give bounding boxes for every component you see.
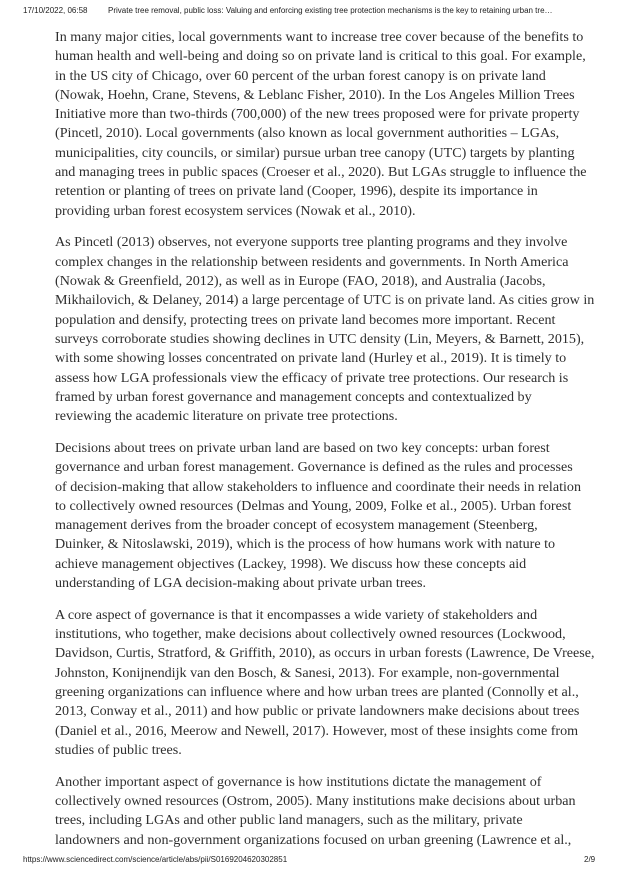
- paragraph-3: [55, 439, 581, 593]
- text-line: landowners and non-government organizations focused on urban greening (Lawrence et al.,: [55, 831, 572, 848]
- text-line: management derives from the broader concept of ecosystem management (Steenberg,: [55, 517, 538, 534]
- text-line: understanding of LGA decision-making about private urban trees.: [55, 575, 427, 592]
- text-line: greening organizations can influence where and how urban trees are planted (Connolly et al.,: [55, 684, 579, 700]
- text-line: municipalities, city councils, or similar) pursue urban tree canopy (UTC) targets by planting: [55, 144, 575, 161]
- print-header: [0, 6, 622, 20]
- text-line: to collectively owned resources (Delmas and Young, 2009, Folke et al., 2005). Urban forest: [55, 497, 572, 514]
- text-line: human health and well-being and doing so on private land is critical to this goal. For example,: [55, 48, 586, 65]
- text-line: Mikhailovich, & Delaney, 2014) a large percentage of UTC is on private land. As cities grow in: [55, 292, 595, 309]
- paragraph-2: [55, 233, 595, 426]
- print-footer: [0, 855, 622, 869]
- text-line: of decision-making that allow stakeholders to influence and coordinate their needs in relation: [55, 478, 581, 495]
- text-line: Decisions about trees on private urban land are based on two key concepts: urban forest: [55, 439, 550, 456]
- text-line: governance and urban forest management. Governance is defined as the rules and processes: [55, 459, 573, 476]
- text-line: achieve management objectives (Lackey, 1998). We discuss how these concepts aid: [55, 555, 527, 572]
- text-line: In many major cities, local governments want to increase tree cover because of the benefits to: [55, 29, 584, 45]
- text-line: Davidson, Curtis, Stratford, & Griffith, 2010), as occurs in urban forests (Lawrence, De Vreese,: [55, 645, 595, 662]
- text-line: surveys corroborate studies showing declines in UTC density (Lin, Meyers, & Barnett, 2015),: [55, 330, 585, 347]
- text-line: reviewing the academic literature on private tree protections.: [55, 408, 398, 425]
- text-line: (Nowak & Greenfield, 2012), as well as in Europe (FAO, 2018), and Australia (Jacobs,: [55, 273, 546, 290]
- print-datetime: 17/10/2022, 06:58: [23, 6, 88, 15]
- page-number: 2/9: [584, 855, 596, 864]
- text-line: collectively owned resources (Ostrom, 2005). Many institutions make decisions about urban: [55, 792, 576, 809]
- page-url: https://www.sciencedirect.com/science/article/abs/pii/S0169204620302851: [23, 855, 288, 864]
- text-line: Duinker, & Nitoslawski, 2019), which is the process of how humans work with nature to: [55, 536, 556, 553]
- text-line: institutions, who together, make decisions about collectively owned resources (Lockwood,: [55, 626, 566, 643]
- text-line: complex changes in the relationship between residents and governments. In North America: [55, 253, 569, 270]
- paragraph-5: [55, 773, 575, 850]
- text-line: (Daniel et al., 2016, Meerow and Newell, 2017). However, most of these insights come from: [55, 722, 579, 739]
- text-line: Johnston, Konijnendijk van den Bosch, & Sanesi, 2013). For example, non-governmental: [55, 664, 560, 681]
- text-line: (Pincetl, 2010). Local governments (also known as local government authorities – LGAs,: [55, 125, 560, 142]
- text-line: A core aspect of governance is that it encompasses a wide variety of stakeholders and: [55, 606, 538, 623]
- text-line: studies of public trees.: [55, 741, 182, 758]
- text-line: framed by urban forest governance and management concepts and contextualized by: [55, 388, 532, 405]
- text-line: population and densify, protecting trees on private land becomes more important. Recent: [55, 311, 556, 328]
- text-line: retention or planting of trees on private land (Cooper, 1996), despite its importance in: [55, 183, 538, 200]
- text-line: providing urban forest ecosystem services (Nowak et al., 2010).: [55, 202, 416, 219]
- text-line: Initiative more than two-thirds (700,000) of the new trees proposed were for private property: [55, 106, 580, 123]
- paragraph-1: [55, 28, 587, 221]
- text-line: in the US city of Chicago, over 60 percent of the urban forest canopy is on private land: [55, 67, 546, 84]
- text-line: 2013, Conway et al., 2011) and how public or private landowners make decisions about trees: [55, 703, 580, 720]
- print-page-title: Private tree removal, public loss: Valuing and enforcing existing tree protection mechanisms is the key to retaining urban tre…: [108, 6, 553, 15]
- paragraph-4: [55, 606, 595, 760]
- text-line: Another important aspect of governance is how institutions dictate the management of: [55, 773, 542, 790]
- text-line: As Pincetl (2013) observes, not everyone supports tree planting programs and they involve: [55, 234, 568, 251]
- text-line: assess how LGA professionals view the efficacy of private tree protections. Our research is: [55, 369, 569, 386]
- text-line: trees, including LGAs and other public land managers, such as the military, private: [55, 812, 523, 829]
- text-line: and managing trees in public spaces (Croeser et al., 2020). But LGAs struggle to influence the: [55, 164, 587, 181]
- text-line: with some showing losses concentrated on private land (Hurley et al., 2019). It is timely to: [55, 350, 567, 367]
- text-line: (Nowak, Hoehn, Crane, Stevens, & Leblanc Fisher, 2010). In the Los Angeles Million Trees: [55, 86, 575, 103]
